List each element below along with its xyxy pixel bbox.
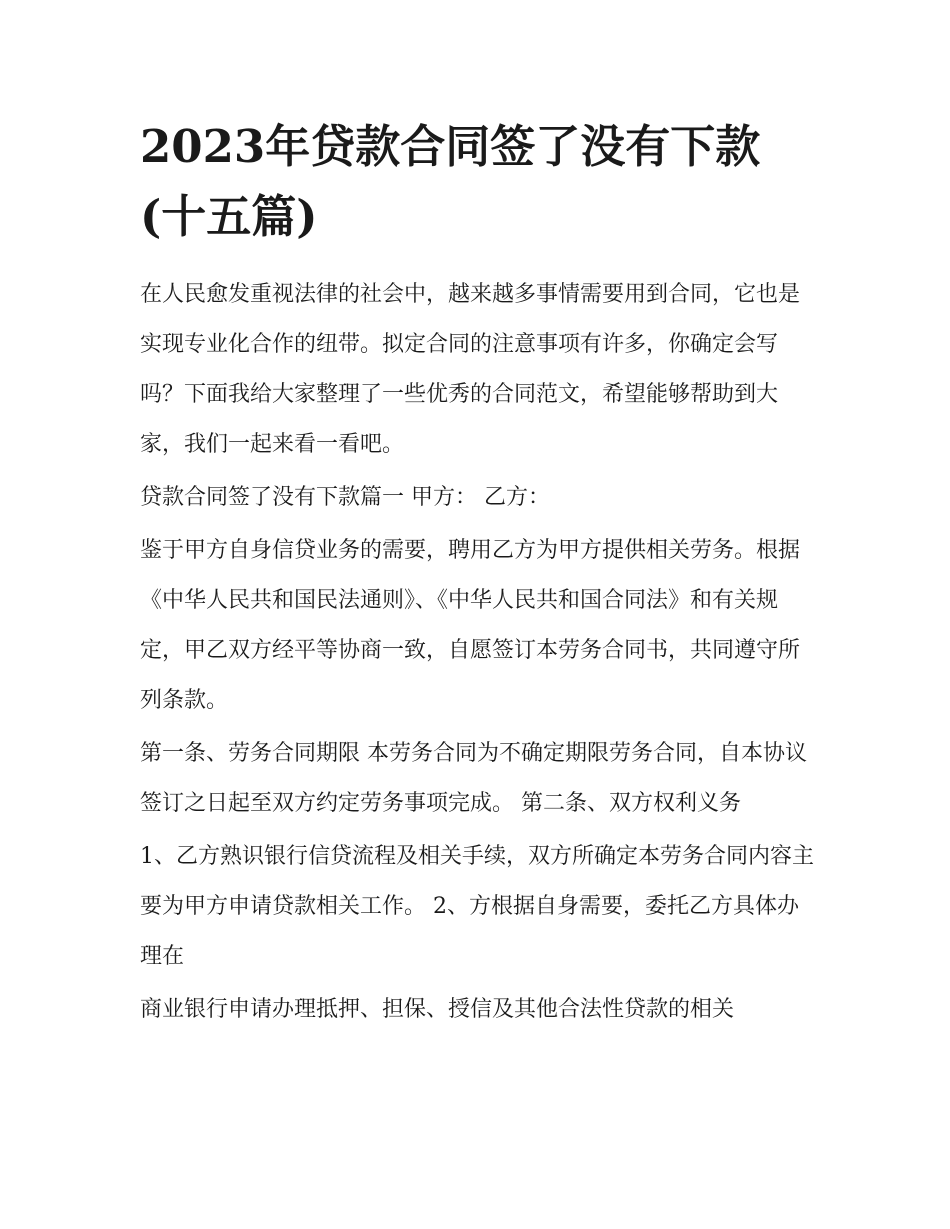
paragraph-clause-one: 1、乙方熟识银行信贷流程及相关手续，双方所确定本劳务合同内容主要为甲方申请贷款相关工作。 2、方根据自身需要，委托乙方具体办理在 <box>140 844 814 969</box>
paragraph-section-heading: 贷款合同签了没有下款篇一 甲方： 乙方： <box>140 485 550 510</box>
paragraph-article-one: 第一条、劳务合同期限 本劳务合同为不确定期限劳务合同，自本协议签订之日起至双方约定劳务事项完成。 第二条、双方权利义务 <box>140 741 807 816</box>
paragraph-preamble: 鉴于甲方自身信贷业务的需要，聘用乙方为甲方提供相关劳务。根据《中华人民共和国民法通则》、《中华人民共和国合同法》和有关规定，甲乙双方经平等协商一致，自愿签订本劳务合同书，共同遵守所列条款。 <box>140 538 801 713</box>
document-title: 2023年贷款合同签了没有下款(十五篇) <box>140 120 761 243</box>
paragraph-intro: 在人民愈发重视法律的社会中，越来越多事情需要用到合同，它也是实现专业化合作的纽带。拟定合同的注意事项有许多，你确定会写吗？下面我给大家整理了一些优秀的合同范文，希望能够帮助到大家，我们一起来看一看吧。 <box>140 282 801 457</box>
paragraph-clause-continued: 商业银行申请办理抵押、担保、授信及其他合法性贷款的相关 <box>140 997 735 1022</box>
document-body <box>140 270 820 1035</box>
document-content <box>140 112 820 1038</box>
